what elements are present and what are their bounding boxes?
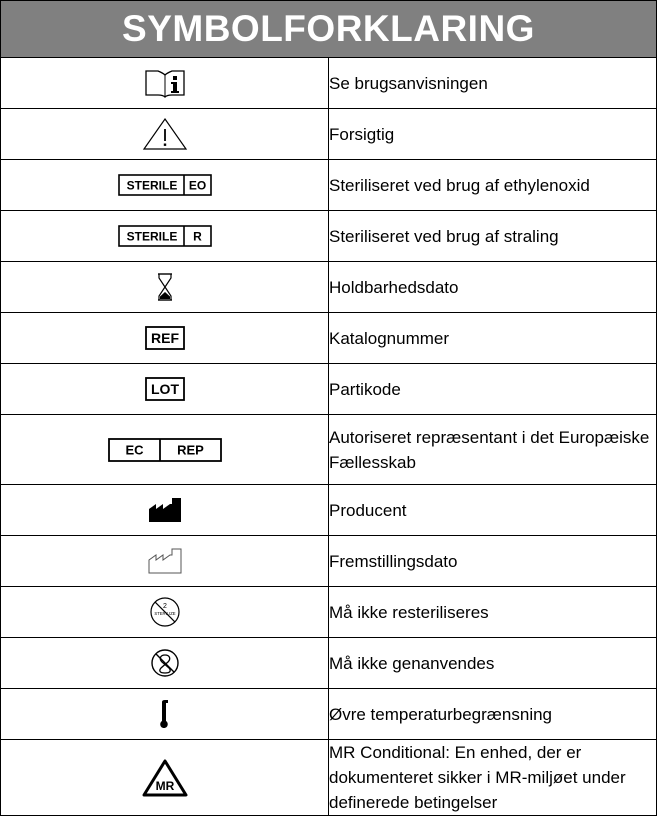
symbol-cell [1,109,329,160]
symbol-description: Forsigtig [329,109,657,160]
table-row [1,313,657,364]
sterile-r-left-text: STERILE [126,229,177,244]
symbol-cell [1,58,329,109]
table-row [1,587,657,638]
table-row [1,58,657,109]
caution-icon [141,125,189,142]
table-row [1,364,657,415]
table-row [1,211,657,262]
manufacturer-icon [148,501,182,518]
symbol-cell [1,415,329,485]
sterile-r-icon [118,227,212,244]
symbol-description: Må ikke genanvendes [329,638,657,689]
symbol-description: Holdbarhedsdato [329,262,657,313]
title-row [1,1,657,58]
symbol-description: Øvre temperaturbegrænsning [329,689,657,740]
lot-icon [145,380,185,397]
ref-text: REF [150,330,179,346]
symbol-cell [1,364,329,415]
ec-rep-icon [108,441,222,458]
symbol-cell [1,536,329,587]
table-row [1,536,657,587]
table-row [1,740,657,816]
table-row [1,485,657,536]
consult-instructions-icon [140,74,190,91]
hourglass-icon [155,278,175,295]
symbol-description: Må ikke resteriliseres [329,587,657,638]
mr-conditional-icon [141,769,189,793]
sterile-eo-right-text: EO [188,178,206,193]
table-row [1,262,657,313]
table-row [1,109,657,160]
symbol-cell [1,262,329,313]
symbol-description: Autoriseret repræsentant i det Europæiske Fællesskab [329,415,657,485]
symbol-cell [1,740,329,816]
sterile-r-right-text: R [192,229,202,244]
do-not-reuse-icon [150,654,180,671]
rep-text: REP [176,442,204,457]
table-row [1,689,657,740]
symbol-cell [1,160,329,211]
ec-text: EC [124,442,144,457]
table-row [1,638,657,689]
lot-text: LOT [150,381,179,397]
date-of-manufacture-icon [148,552,182,569]
ref-icon [145,329,185,346]
page-title: SYMBOLFORKLARING [1,1,657,58]
temperature-limit-icon [158,705,172,722]
resterilize-text: STERILIZE [153,611,176,616]
symbol-cell [1,485,329,536]
symbol-cell [1,211,329,262]
sterile-eo-left-text: STERILE [126,178,177,193]
symbol-description: Producent [329,485,657,536]
symbol-cell [1,313,329,364]
do-not-resterilize-icon [149,603,181,620]
symbol-description: MR Conditional: En enhed, der er dokumenteret sikker i MR-miljøet under definerede betingelser [329,740,657,816]
symbol-description: Steriliseret ved brug af straling [329,211,657,262]
resterilize-number: 2 [162,603,167,610]
symbol-cell [1,638,329,689]
symbol-description: Katalognummer [329,313,657,364]
table-row [1,415,657,485]
sterile-eo-icon [118,176,212,193]
symbol-description: Steriliseret ved brug af ethylenoxid [329,160,657,211]
symbol-description: Se brugsanvisningen [329,58,657,109]
symbol-cell [1,689,329,740]
symbol-cell [1,587,329,638]
symbol-description: Partikode [329,364,657,415]
mr-text: MR [155,778,174,793]
symbol-description: Fremstillingsdato [329,536,657,587]
table-row [1,160,657,211]
